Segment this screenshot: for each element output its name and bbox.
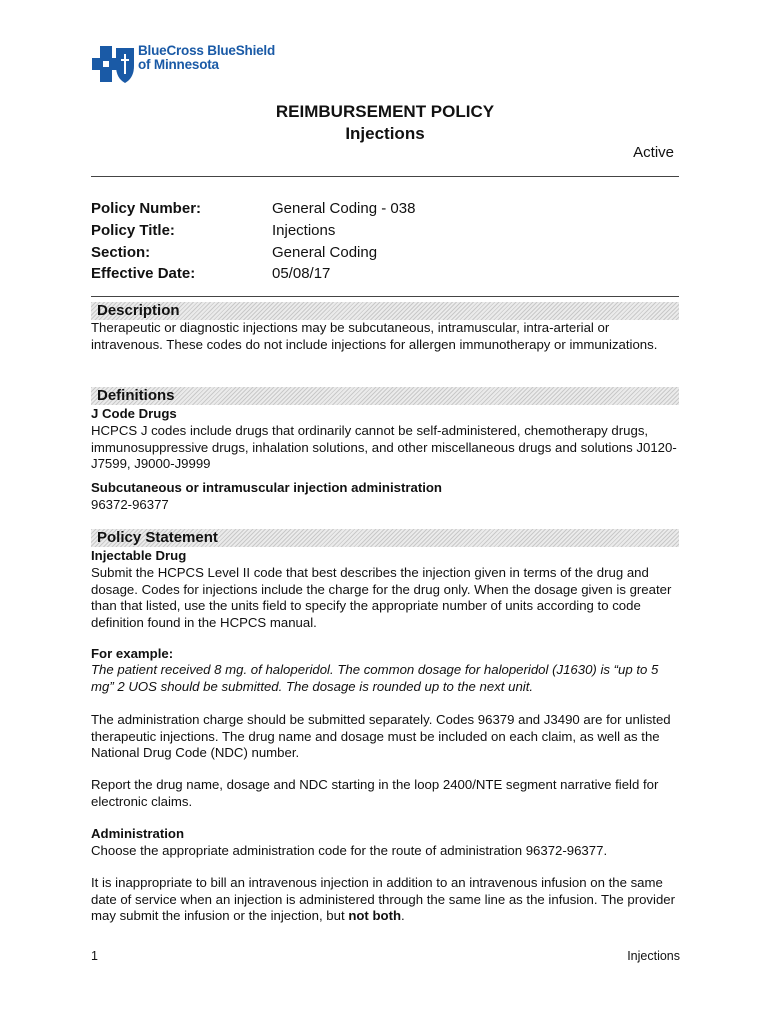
jcode-text: HCPCS J codes include drugs that ordinarily cannot be self-administered, chemotherapy drugs, immunosuppressive drugs, inhalation solutions, and other miscellaneous drugs and solutions J0120-J7599, J9000-J9999 — [91, 423, 677, 471]
policy-statement-heading: Policy Statement — [97, 529, 218, 546]
inappropriate-text: It is inappropriate to bill an intravenous injection in addition to an intravenous infusion on the same date of service when an injection is administered through the same line as the infusion. The provider may submit the infusion or the injection, but — [91, 875, 676, 923]
injectable-title: Injectable Drug — [91, 548, 187, 563]
policy-number-label: Policy Number: — [91, 200, 202, 217]
jcode-title: J Code Drugs — [91, 406, 177, 421]
logo-line-2: of Minnesota — [138, 57, 219, 72]
description-heading: Description — [97, 302, 180, 319]
policy-title-value: Injections — [272, 222, 336, 239]
status-label: Active — [633, 144, 674, 161]
header-divider — [91, 176, 679, 177]
administration-text: Choose the appropriate administration code for the route of administration 96372-96377. — [91, 843, 608, 858]
page-number: 1 — [91, 949, 98, 963]
subq-text: 96372-96377 — [91, 497, 169, 512]
effective-date-value: 05/08/17 — [272, 265, 331, 282]
bcbs-cross-shield-icon — [92, 44, 138, 84]
report-text: Report the drug name, dosage and NDC starting in the loop 2400/NTE segment narrative field for electronic claims. — [91, 777, 659, 809]
logo-line-1: BlueCross BlueShield — [138, 43, 276, 58]
inappropriate-paragraph — [91, 875, 683, 925]
example-text: The patient received 8 mg. of haloperidol. The common dosage for haloperidol (J1630) is “up to 5 mg” 2 UOS should be submitted. The dosage is rounded up to the next unit. — [91, 662, 659, 694]
administration-title: Administration — [91, 826, 185, 841]
effective-date-label: Effective Date: — [91, 265, 196, 282]
admin-charge-text: The administration charge should be submitted separately. Codes 96379 and J3490 are for unlisted therapeutic injections. The drug name and dosage must be included on each claim, as well as the National Drug Code (NDC) number. — [91, 712, 671, 760]
policy-title-label: Policy Title: — [91, 222, 175, 239]
injectable-text: Submit the HCPCS Level II code that best describes the injection given in terms of the drug and dosage. Codes for injections include the charge for the drug only. When the dosage given is greater than that listed, use the units field to specify the appropriate number of units according to code definition found in the HCPCS manual. — [91, 565, 672, 630]
example-title: For example: — [91, 646, 174, 661]
definitions-band — [91, 387, 679, 405]
definitions-heading: Definitions — [97, 387, 175, 404]
policy-number-value: General Coding - 038 — [272, 200, 416, 217]
footer-title: Injections — [627, 949, 680, 963]
subq-title: Subcutaneous or intramuscular injection administration — [91, 480, 442, 495]
not-both-emphasis: not both — [348, 908, 402, 923]
section-label: Section: — [91, 244, 151, 261]
document-subtitle: Injections — [345, 124, 425, 143]
description-text: Therapeutic or diagnostic injections may be subcutaneous, intramuscular, intra-arterial or intravenous. These codes do not include injections for allergen immunotherapy or immunizations. — [91, 320, 658, 352]
section-value: General Coding — [272, 244, 378, 261]
bcbs-logo-text — [138, 44, 275, 72]
inappropriate-end: . — [401, 908, 405, 923]
document-title: REIMBURSEMENT POLICY — [275, 102, 495, 121]
meta-divider — [91, 296, 679, 297]
